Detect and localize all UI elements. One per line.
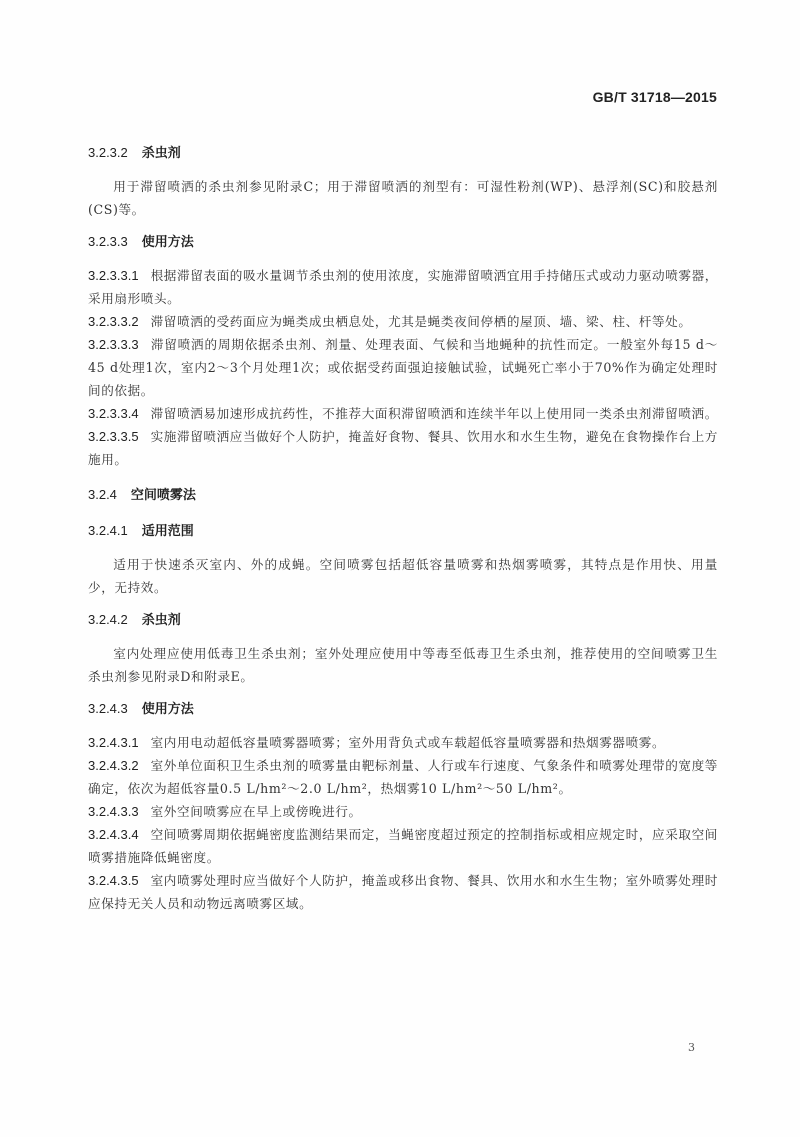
item-text: 室内用电动超低容量喷雾器喷雾；室外用背负式或车载超低容量喷雾器和热烟雾器喷雾。 <box>150 735 666 750</box>
section-title: 使用方法 <box>141 235 194 250</box>
item-text: 实施滞留喷洒应当做好个人防护，掩盖好食物、餐具、饮用水和水生生物，避免在食物操作台上方施用。 <box>88 429 718 467</box>
item-number: 3.2.3.3.5 <box>88 429 139 444</box>
item-text: 滞留喷洒易加速形成抗药性，不推荐大面积滞留喷洒和连续半年以上使用同一类杀虫剂滞留喷洒。 <box>150 406 718 421</box>
section-title: 杀虫剂 <box>141 613 181 628</box>
section-number: 3.2.4.3 <box>88 701 128 716</box>
item-text: 空间喷雾周期依据蝇密度监测结果而定，当蝇密度超过预定的控制指标或相应规定时，应采取空间喷雾措施降低蝇密度。 <box>88 827 718 865</box>
section-number: 3.2.4.1 <box>88 523 128 538</box>
section-title: 使用方法 <box>141 702 194 717</box>
section-heading-3241 <box>88 520 718 543</box>
page-number: 3 <box>688 1041 695 1054</box>
section-heading-3232 <box>88 142 718 165</box>
list-item <box>88 310 718 333</box>
item-number: 3.2.4.3.1 <box>88 735 139 750</box>
section-title: 适用范围 <box>141 524 194 539</box>
item-number: 3.2.3.3.1 <box>88 268 139 283</box>
item-number: 3.2.4.3.5 <box>88 873 139 888</box>
list-item <box>88 402 718 425</box>
document-body <box>88 142 718 915</box>
section-number: 3.2.3.3 <box>88 234 128 249</box>
item-number: 3.2.4.3.2 <box>88 758 139 773</box>
list-item <box>88 731 718 754</box>
section-title: 杀虫剂 <box>141 146 181 161</box>
section-number: 3.2.4.2 <box>88 612 128 627</box>
standard-code: GB/T 31718—2015 <box>592 89 717 105</box>
section-title: 空间喷雾法 <box>130 488 196 503</box>
section-heading-3243 <box>88 698 718 721</box>
item-number: 3.2.3.3.3 <box>88 337 139 352</box>
section-number: 3.2.3.2 <box>88 145 128 160</box>
item-number: 3.2.3.3.2 <box>88 314 139 329</box>
list-item <box>88 823 718 869</box>
item-text: 室外单位面积卫生杀虫剂的喷雾量由靶标剂量、人行或车行速度、气象条件和喷雾处理带的宽度等确定，依次为超低容量0.5 L/hm²～2.0 L/hm²，热烟雾10 L/hm²～50 L/hm²。 <box>88 758 718 796</box>
list-item <box>88 800 718 823</box>
item-number: 3.2.4.3.4 <box>88 827 139 842</box>
item-text: 滞留喷洒的受药面应为蝇类成虫栖息处，尤其是蝇类夜间停栖的屋顶、墙、梁、柱、杆等处。 <box>150 314 692 329</box>
list-item <box>88 425 718 471</box>
section-heading-3233 <box>88 231 718 254</box>
section-heading-324 <box>88 484 718 507</box>
list-item <box>88 869 718 915</box>
section-number: 3.2.4 <box>88 487 117 502</box>
paragraph: 适用于快速杀灭室内、外的成蝇。空间喷雾包括超低容量喷雾和热烟雾喷雾，其特点是作用快、用量少，无持效。 <box>88 557 718 595</box>
list-item <box>88 754 718 800</box>
section-heading-3242 <box>88 609 718 632</box>
item-number: 3.2.3.3.4 <box>88 406 139 421</box>
item-text: 根据滞留表面的吸水量调节杀虫剂的使用浓度，实施滞留喷洒宜用手持储压式或动力驱动喷雾器，采用扇形喷头。 <box>88 268 718 306</box>
item-text: 滞留喷洒的周期依据杀虫剂、剂量、处理表面、气候和当地蝇种的抗性而定。一般室外每15 d～45 d处理1次，室内2～3个月处理1次；或依据受药面强迫接触试验，试蝇死亡率小于70%作为确定处理时间的依据。 <box>88 337 718 398</box>
list-item <box>88 333 718 402</box>
item-text: 室外空间喷雾应在早上或傍晚进行。 <box>150 804 362 819</box>
list-item <box>88 264 718 310</box>
paragraph: 室内处理应使用低毒卫生杀虫剂；室外处理应使用中等毒至低毒卫生杀虫剂，推荐使用的空间喷雾卫生杀虫剂参见附录D和附录E。 <box>88 646 718 684</box>
item-number: 3.2.4.3.3 <box>88 804 139 819</box>
item-text: 室内喷雾处理时应当做好个人防护，掩盖或移出食物、餐具、饮用水和水生生物；室外喷雾处理时应保持无关人员和动物远离喷雾区域。 <box>88 873 718 911</box>
paragraph: 用于滞留喷洒的杀虫剂参见附录C；用于滞留喷洒的剂型有：可湿性粉剂(WP)、悬浮剂(SC)和胶悬剂(CS)等。 <box>88 179 718 217</box>
